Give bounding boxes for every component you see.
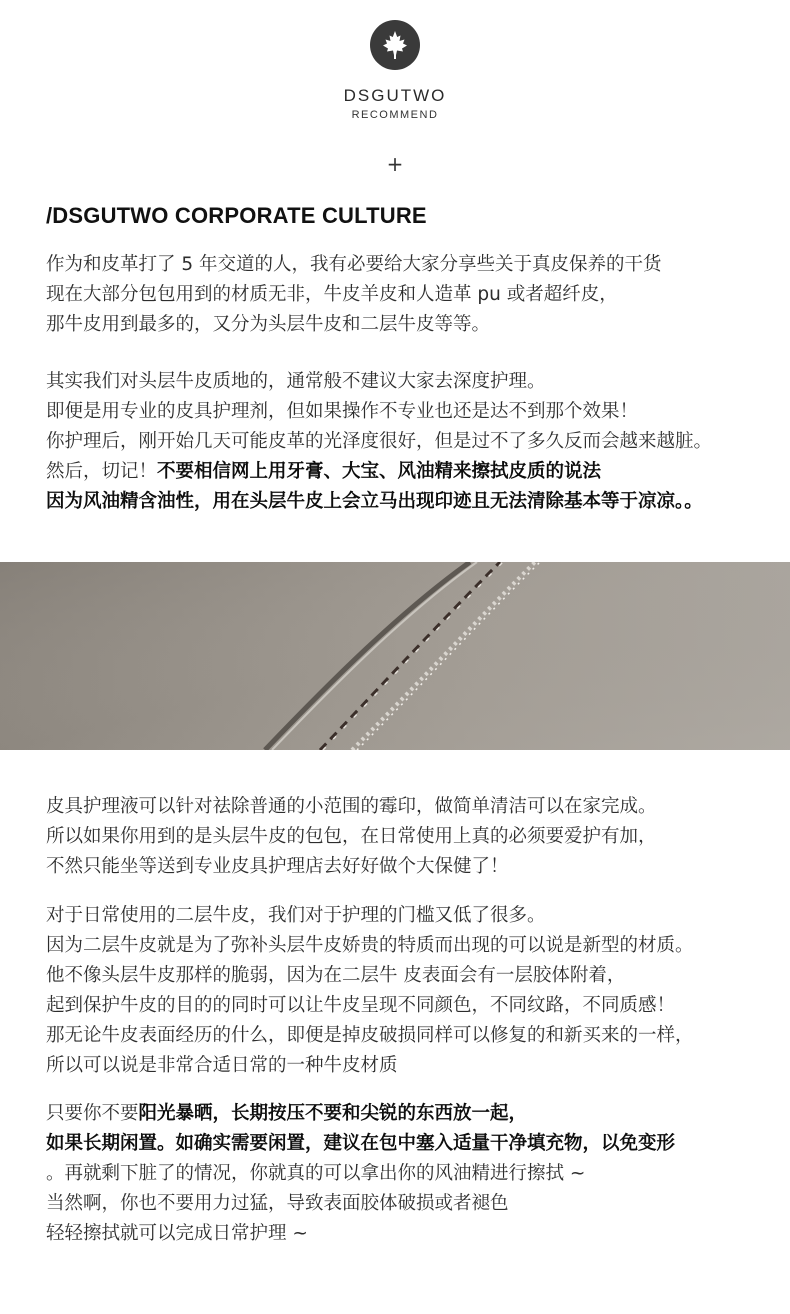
tips-line <box>46 1099 776 1129</box>
split-leather-line: 他不像头层牛皮那样的脆弱，因为在二层牛 皮表面会有一层胶体附着， <box>46 965 626 986</box>
split-leather-line: 因为二层牛皮就是为了弥补头层牛皮娇贵的特质而出现的可以说是新型的材质。 <box>46 935 694 956</box>
split-leather-line: 那无论牛皮表面经历的什么，即便是掉皮破损同样可以修复的和新买来的一样， <box>46 1025 694 1046</box>
care-paragraph <box>46 792 776 882</box>
split-leather-line: 所以可以说是非常合适日常的一种牛皮材质 <box>46 1055 398 1076</box>
tips-line: 轻轻擦拭就可以完成日常护理 ~ <box>46 1223 308 1244</box>
leather-stitching-photo <box>0 562 790 750</box>
tips-emphasis: 如果长期闲置。如确实需要闲置，建议在包中塞入适量干净填充物，以免变形 <box>46 1133 676 1154</box>
intro-line: 现在大部分包包用到的材质无非，牛皮羊皮和人造革 pu 或者超纤皮， <box>46 284 618 305</box>
brand-subtitle: RECOMMEND <box>351 109 439 121</box>
warning-emphasis: 不要相信网上用牙膏、大宝、风油精来擦拭皮质的说法 <box>157 461 602 482</box>
warning-emphasis: 因为风油精含油性，用在头层牛皮上会立马出现印迹且无法清除基本等于凉凉。。 <box>46 491 703 512</box>
warning-line: 即便是用专业的皮具护理剂，但如果操作不专业也还是达不到那个效果！ <box>46 401 639 422</box>
tips-line <box>46 1129 776 1159</box>
warning-line <box>46 457 776 487</box>
leather-texture <box>0 562 790 750</box>
care-line: 皮具护理液可以针对祛除普通的小范围的霉印，做简单清洁可以在家完成。 <box>46 796 657 817</box>
intro-line: 作为和皮革打了 5 年交道的人，我有必要给大家分享些关于真皮保养的干货 <box>46 254 662 275</box>
brand-name: DSGUTWO <box>343 86 447 105</box>
tips-line: 。再就剩下脏了的情况，你就真的可以拿出你的风油精进行擦拭 ~ <box>46 1163 586 1184</box>
plus-divider: + <box>386 152 404 176</box>
split-leather-line: 对于日常使用的二层牛皮，我们对于护理的门槛又低了很多。 <box>46 905 546 926</box>
care-line: 所以如果你用到的是头层牛皮的包包，在日常使用上真的必须要爱护有加， <box>46 826 657 847</box>
brand-header <box>0 20 790 122</box>
warning-paragraph <box>46 367 776 517</box>
split-leather-line: 起到保护牛皮的目的的同时可以让牛皮呈现不同颜色，不同纹路，不同质感！ <box>46 995 676 1016</box>
tips-paragraph <box>46 1099 776 1249</box>
warning-prefix: 然后，切记！ <box>46 461 158 482</box>
warning-line: 其实我们对头层牛皮质地的，通常般不建议大家去深度护理。 <box>46 371 546 392</box>
tips-line: 当然啊，你也不要用力过猛，导致表面胶体破损或者褪色 <box>46 1193 509 1214</box>
warning-line <box>46 487 776 517</box>
warning-line: 你护理后，刚开始几天可能皮革的光泽度很好，但是过不了多久反而会越来越脏。 <box>46 431 713 452</box>
tips-prefix: 只要你不要 <box>46 1103 139 1124</box>
intro-paragraph <box>46 250 776 340</box>
split-leather-paragraph <box>46 901 776 1081</box>
section-title: /DSGUTWO CORPORATE CULTURE <box>46 203 427 228</box>
intro-line: 那牛皮用到最多的，又分为头层牛皮和二层牛皮等等。 <box>46 314 491 335</box>
tips-emphasis: 阳光暴晒，长期按压不要和尖锐的东西放一起， <box>138 1103 528 1124</box>
care-line: 不然只能坐等送到专业皮具护理店去好好做个大保健了！ <box>46 856 509 877</box>
maple-leaf-icon <box>370 20 420 70</box>
